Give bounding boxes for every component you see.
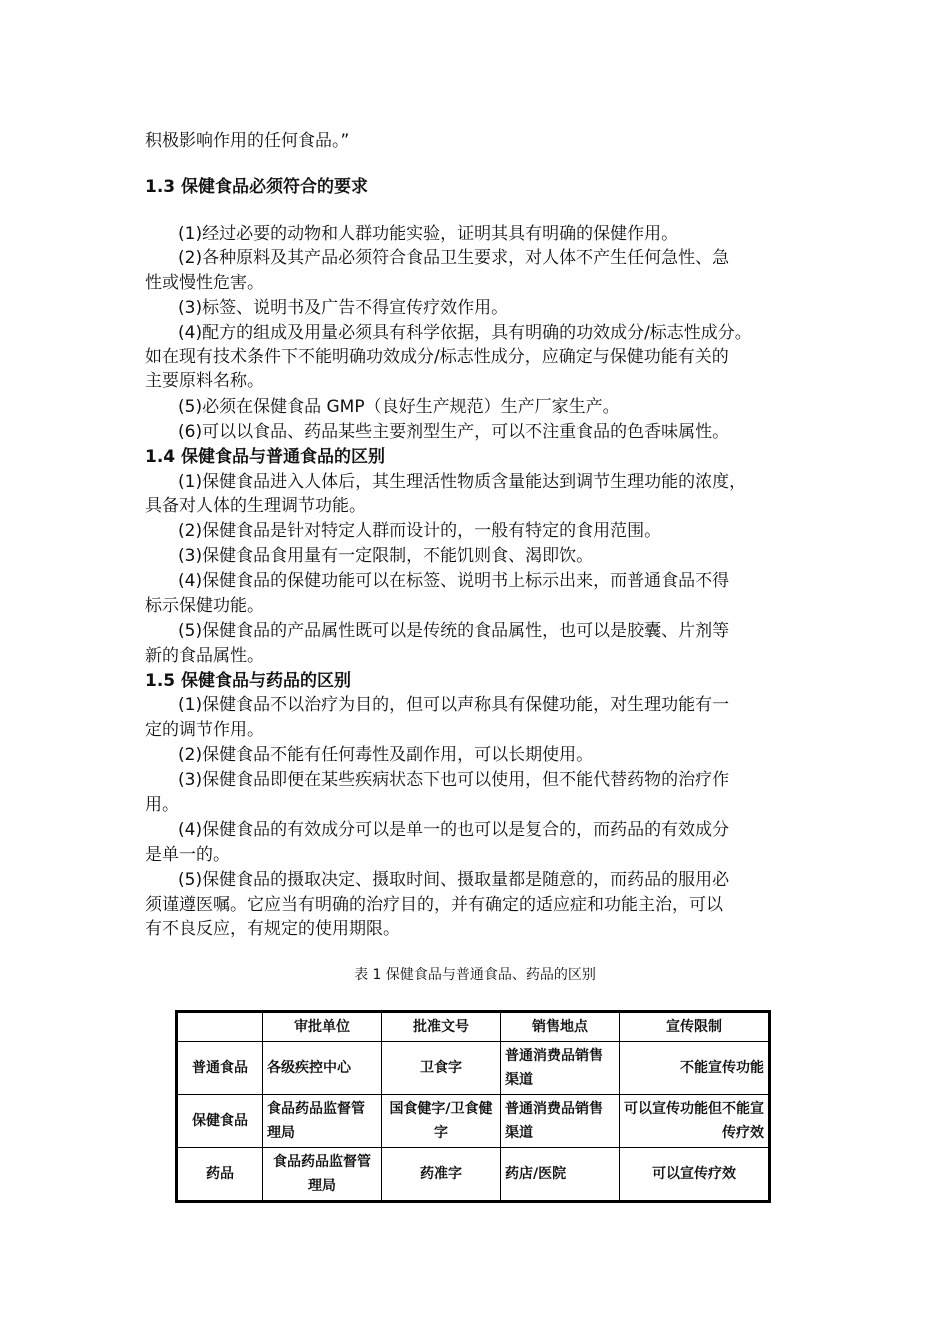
paragraph-line: 积极影响作用的任何食品。” [145, 131, 350, 151]
table-row [177, 1042, 770, 1095]
table-header-cell: 宣传限制 [620, 1012, 770, 1042]
paragraph-line: (1)保健食品不以治疗为目的，但可以声称具有保健功能，对生理功能有一 [178, 695, 730, 715]
table-cell: 普通消费品销售渠道 [501, 1095, 620, 1148]
table-cell: 食品药品监督管理局 [263, 1148, 382, 1202]
paragraph-line: 须谨遵医嘱。它应当有明确的治疗目的，并有确定的适应症和功能主治，可以 [145, 895, 723, 915]
table-cell: 不能宣传功能 [620, 1042, 770, 1095]
paragraph-line: (5)必须在保健食品 GMP（良好生产规范）生产厂家生产。 [178, 397, 620, 417]
paragraph-line: 定的调节作用。 [145, 720, 264, 740]
table-cell: 药店/医院 [501, 1148, 620, 1202]
paragraph-line: (3)标签、说明书及广告不得宣传疗效作用。 [178, 298, 509, 318]
section-heading-1-4: 1.4 保健食品与普通食品的区别 [145, 447, 386, 467]
table-cell: 食品药品监督管理局 [263, 1095, 382, 1148]
paragraph-line: (1)经过必要的动物和人群功能实验，证明其具有明确的保健作用。 [178, 224, 679, 244]
paragraph-line: 如在现有技术条件下不能明确功效成分/标志性成分，应确定与保健功能有关的 [145, 347, 729, 367]
table-cell: 普通食品 [177, 1042, 263, 1095]
paragraph-line: 具备对人体的生理调节功能。 [145, 496, 366, 516]
paragraph-line: (4)配方的组成及用量必须具有科学依据，具有明确的功效成分/标志性成分。 [178, 323, 752, 343]
table-header-cell [177, 1012, 263, 1042]
paragraph-line: (4)保健食品的有效成分可以是单一的也可以是复合的，而药品的有效成分 [178, 820, 730, 840]
paragraph-line: (2)各种原料及其产品必须符合食品卫生要求，对人体不产生任何急性、急 [178, 248, 730, 268]
section-heading-1-5: 1.5 保健食品与药品的区别 [145, 671, 352, 691]
paragraph-line: (2)保健食品不能有任何毒性及副作用，可以长期使用。 [178, 745, 594, 765]
paragraph-line: 是单一的。 [145, 845, 230, 865]
table-cell: 卫食字 [382, 1042, 501, 1095]
table-cell: 药准字 [382, 1148, 501, 1202]
table-row [177, 1148, 770, 1202]
paragraph-line: 标示保健功能。 [145, 596, 264, 616]
table-header-row [177, 1012, 770, 1042]
paragraph-line: (2)保健食品是针对特定人群而设计的，一般有特定的食用范围。 [178, 521, 662, 541]
table-cell: 可以宣传功能但不能宣传疗效 [620, 1095, 770, 1148]
paragraph-line: 新的食品属性。 [145, 646, 264, 666]
paragraph-line: (5)保健食品的摄取决定、摄取时间、摄取量都是随意的，而药品的服用必 [178, 870, 730, 890]
table-cell: 可以宣传疗效 [620, 1148, 770, 1202]
table-header-cell: 审批单位 [263, 1012, 382, 1042]
section-heading-1-3: 1.3 保健食品必须符合的要求 [145, 177, 369, 197]
table-cell: 各级疾控中心 [263, 1042, 382, 1095]
table-cell: 保健食品 [177, 1095, 263, 1148]
paragraph-line: (5)保健食品的产品属性既可以是传统的食品属性，也可以是胶囊、片剂等 [178, 621, 730, 641]
paragraph-line: (4)保健食品的保健功能可以在标签、说明书上标示出来，而普通食品不得 [178, 571, 730, 591]
paragraph-line: 有不良反应，有规定的使用期限。 [145, 919, 400, 939]
table-header-cell: 批准文号 [382, 1012, 501, 1042]
paragraph-line: (3)保健食品食用量有一定限制，不能饥则食、渴即饮。 [178, 546, 594, 566]
paragraph-line: (1)保健食品进入人体后，其生理活性物质含量能达到调节生理功能的浓度， [178, 472, 747, 492]
table-row [177, 1095, 770, 1148]
table-cell: 国食健字/卫食健字 [382, 1095, 501, 1148]
paragraph-line: 用。 [145, 795, 179, 815]
paragraph-line: (6)可以以食品、药品某些主要剂型生产，可以不注重食品的色香味属性。 [178, 422, 730, 442]
paragraph-line: (3)保健食品即便在某些疾病状态下也可以使用，但不能代替药物的治疗作 [178, 770, 730, 790]
table-cell: 普通消费品销售渠道 [501, 1042, 620, 1095]
table-header-cell: 销售地点 [501, 1012, 620, 1042]
table-caption: 表 1 保健食品与普通食品、药品的区别 [354, 967, 596, 983]
paragraph-line: 性或慢性危害。 [145, 273, 264, 293]
table-cell: 药品 [177, 1148, 263, 1202]
paragraph-line: 主要原料名称。 [145, 371, 264, 391]
comparison-table [175, 1010, 771, 1203]
